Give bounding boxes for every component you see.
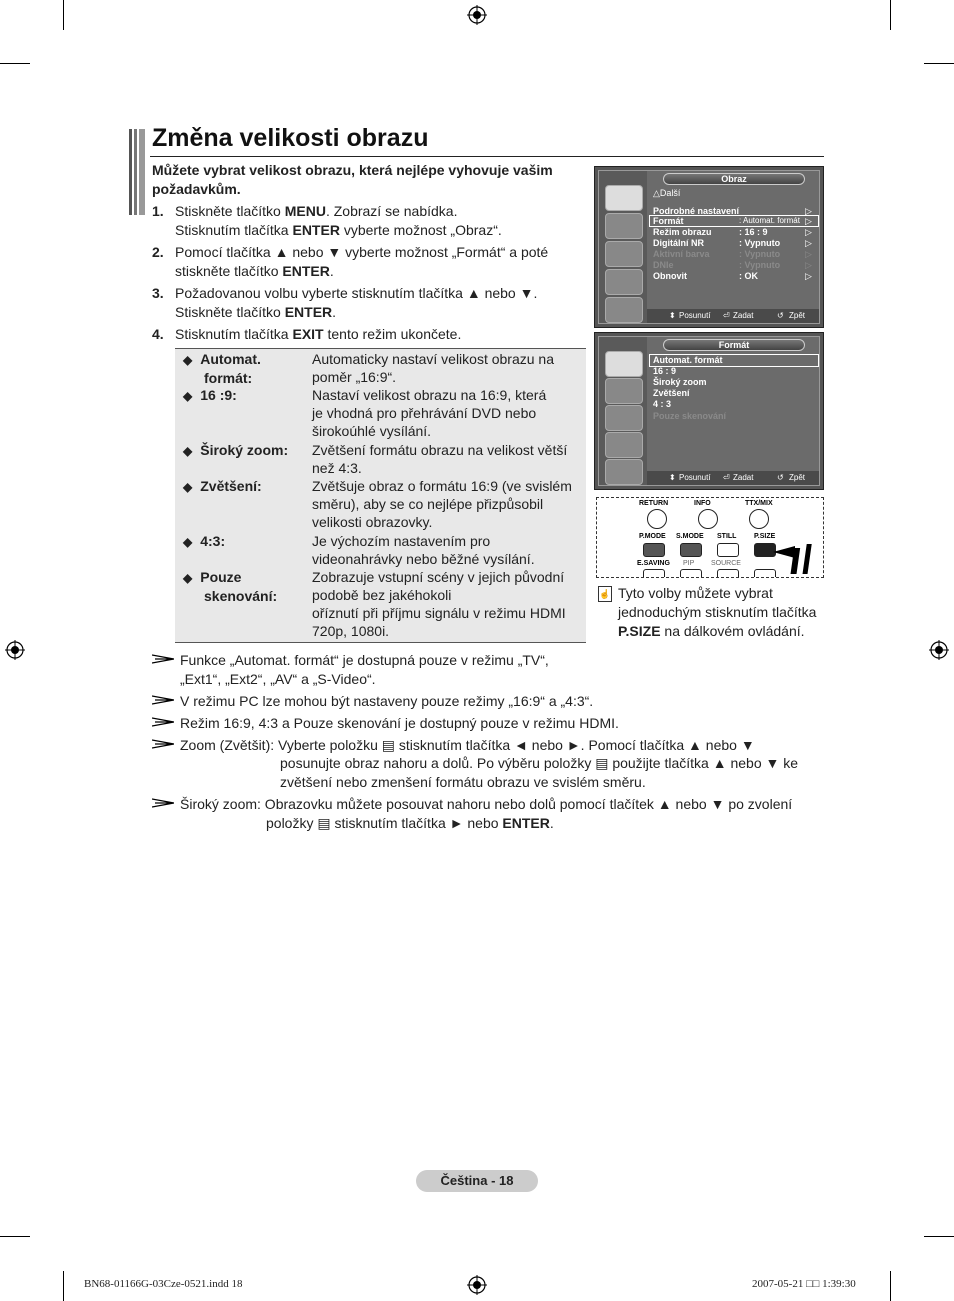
- diamond-bullet-icon: ◆: [183, 444, 193, 458]
- step-item: [152, 325, 582, 344]
- option-key-text: 4:3:: [200, 533, 226, 549]
- arrow-right-icon: ▷: [805, 227, 812, 237]
- row-label: Digitální NR: [653, 238, 704, 248]
- option-desc-line: je vhodná pro přehrávání DVD nebo: [312, 405, 537, 421]
- tv-menu-row[interactable]: [653, 271, 812, 281]
- still-button[interactable]: [717, 543, 739, 557]
- step-item: [152, 284, 582, 322]
- tv-menu-option[interactable]: 4 : 3: [653, 399, 672, 409]
- pointer-arrow-icon: [773, 542, 821, 576]
- note-line-part: položky ▤ stisknutím tlačítka ► nebo: [266, 815, 503, 831]
- row-label: Formát: [653, 216, 684, 226]
- tv-menu-option[interactable]: 16 : 9: [653, 366, 677, 376]
- pmode-button[interactable]: [643, 543, 665, 557]
- step-number: 3.: [152, 285, 164, 301]
- option-desc-line: Zvětšuje obraz o formátu 16:9 (ve svislém: [312, 478, 572, 494]
- tv-menu-option: Pouze skenování: [653, 411, 727, 421]
- tv-menu-screen: [598, 170, 820, 324]
- arrow-right-icon: ▷: [805, 249, 812, 259]
- row-value: : Automat. formát: [739, 216, 800, 225]
- sound-icon[interactable]: [605, 213, 643, 239]
- row-value: : 16 : 9: [739, 227, 768, 237]
- esaving-button[interactable]: [643, 569, 665, 578]
- picture-icon[interactable]: [605, 351, 643, 377]
- tv-menu-screen: [598, 336, 820, 486]
- option-desc-line: podobě bez jakéhokoli: [312, 587, 452, 603]
- diamond-bullet-icon: ◆: [183, 571, 193, 585]
- diamond-bullet-icon: ◆: [183, 535, 193, 549]
- note-line-part: .: [549, 815, 554, 831]
- crop-mark: [0, 1236, 30, 1237]
- input-icon[interactable]: [605, 459, 643, 485]
- step-text: Stisknutím tlačítka: [175, 326, 293, 342]
- option-desc-line: poměr „16:9“.: [312, 369, 397, 385]
- registration-mark-icon: [467, 5, 487, 25]
- footer-enter-label: Zadat: [733, 473, 754, 482]
- note-arrow-icon: [152, 797, 174, 809]
- option-key-text: Široký zoom:: [200, 442, 289, 458]
- row-value: : OK: [739, 271, 758, 281]
- footer-back-label: Zpět: [789, 473, 806, 482]
- title-divider: [150, 156, 824, 157]
- step-number: 1.: [152, 203, 164, 219]
- note-line: „Ext1“, „Ext2“, „AV“ a „S-Video“.: [180, 671, 376, 687]
- step-key: EXIT: [292, 326, 324, 342]
- option-key: [183, 350, 303, 387]
- option-key-text: Pouze: [200, 569, 242, 585]
- row-label: Podrobné nastavení: [653, 206, 740, 216]
- note-arrow-icon: [152, 716, 174, 728]
- diamond-bullet-icon: ◆: [183, 480, 193, 494]
- remote-control: [596, 497, 824, 578]
- source-button[interactable]: [717, 569, 739, 578]
- arrow-right-icon: ▷: [805, 238, 812, 248]
- option-key-text: Automat.: [200, 351, 261, 367]
- step-text: Pomocí tlačítka ▲ nebo ▼ vyberte možnost „Formát“ a poté: [175, 244, 549, 260]
- tv-menu-header: Obraz: [663, 173, 805, 185]
- note-key: ENTER: [502, 815, 550, 831]
- option-desc-line: než 4:3.: [312, 460, 362, 476]
- crop-mark: [63, 1271, 64, 1301]
- option-desc-line: směru), aby se co nejlépe přizpůsobil: [312, 496, 544, 512]
- remote-label-psize: P.SIZE: [754, 533, 776, 540]
- option-description: [312, 441, 582, 477]
- pip-button[interactable]: [680, 569, 702, 578]
- row-value: : Vypnuto: [739, 249, 781, 259]
- intro-text: Můžete vybrat velikost obrazu, která nejlépe vyhovuje vašim požadavkům.: [152, 162, 553, 197]
- step-text: tento režim ukončete.: [323, 326, 462, 342]
- note-line: Funkce „Automat. formát“ je dostupná pouze v režimu „TV“,: [180, 652, 549, 668]
- note-line: zvětšení nebo zmenšení formátu obrazu ve svislém směru.: [280, 774, 646, 790]
- note-line: [266, 814, 554, 833]
- option-key-text: Zvětšení:: [200, 478, 262, 494]
- step-item: [152, 202, 582, 240]
- registration-mark-icon: [5, 640, 25, 660]
- option-description: [312, 477, 582, 531]
- note-line: Široký zoom: Obrazovku můžete posouvat nahoru nebo dolů pomocí tlačítek ▲ nebo ▼ po zvolení: [180, 796, 793, 812]
- row-value: : Vypnuto: [739, 260, 781, 270]
- note-item: [152, 795, 824, 835]
- note-item: [152, 651, 824, 691]
- updown-icon: ⬍: [669, 473, 676, 482]
- registration-mark-icon: [467, 1275, 487, 1295]
- step-number: 4.: [152, 326, 164, 342]
- tv-menu-option[interactable]: Zvětšení: [653, 388, 690, 398]
- footer-back-label: Zpět: [789, 311, 806, 320]
- option-desc-line: Nastaví velikost obrazu na 16:9, která: [312, 387, 547, 403]
- step-text: .: [332, 304, 337, 320]
- crop-mark: [63, 0, 64, 30]
- row-label: DNIe: [653, 260, 674, 270]
- step-text: stiskněte tlačítko: [175, 263, 283, 279]
- option-key-text: skenování:: [204, 588, 278, 604]
- remote-button[interactable]: [754, 569, 776, 578]
- note-line: Zoom (Zvětšit): Vyberte položku ▤ stisknutím tlačítka ◄ nebo ►. Pomocí tlačítka ▲ nebo ▼: [180, 737, 755, 753]
- step-text: Stisknutím tlačítka: [175, 222, 293, 238]
- return-icon: ↺: [777, 473, 784, 482]
- remote-label-ttx: TTX/MIX: [745, 500, 773, 507]
- remote-label-esaving: E.SAVING: [637, 560, 670, 567]
- page-title: Změna velikosti obrazu: [152, 124, 429, 152]
- return-icon: ↺: [777, 311, 784, 320]
- row-value: : Vypnuto: [739, 238, 781, 248]
- steps-list: [152, 202, 582, 347]
- note-item: [152, 692, 824, 712]
- channel-icon[interactable]: [605, 241, 643, 267]
- input-icon[interactable]: [605, 297, 643, 323]
- ttx-mix-button[interactable]: [749, 509, 769, 529]
- option-key: [183, 477, 303, 496]
- footer-enter-label: Zadat: [733, 311, 754, 320]
- smode-button[interactable]: [680, 543, 702, 557]
- note-key: P.SIZE: [618, 623, 661, 639]
- option-desc-line: Automaticky nastaví velikost obrazu na: [312, 351, 555, 367]
- option-key-text: 16 :9:: [200, 387, 237, 403]
- note-arrow-icon: [152, 653, 174, 665]
- footer-move-label: Posunutí: [679, 311, 711, 320]
- diamond-bullet-icon: ◆: [183, 353, 193, 367]
- row-label: Obnovit: [653, 271, 687, 281]
- option-key-text: formát:: [204, 370, 253, 386]
- step-key: ENTER: [282, 263, 330, 279]
- row-label: Režim obrazu: [653, 227, 712, 237]
- page-number-badge: Čeština - 18: [416, 1170, 538, 1192]
- step-key: MENU: [284, 203, 326, 219]
- remote-label-still: STILL: [717, 533, 737, 540]
- option-desc-line: oříznutí při příjmu signálu v režimu HDMI: [312, 605, 566, 621]
- tv-menu-row[interactable]: [653, 238, 812, 248]
- remote-label-smode: S.MODE: [676, 533, 704, 540]
- hand-note-icon: ☝: [598, 586, 612, 602]
- tv-menu-option[interactable]: Široký zoom: [653, 377, 707, 387]
- updown-icon: ⬍: [669, 311, 676, 320]
- step-text: . Zobrazí se nabídka.: [325, 203, 458, 219]
- setup-icon[interactable]: [605, 269, 643, 295]
- note-arrow-icon: [152, 694, 174, 706]
- step-text: vyberte možnost „Obraz“.: [339, 222, 502, 238]
- option-desc-line: velikosti obrazovky.: [312, 514, 433, 530]
- option-desc-line: širokoúhlé vysílání.: [312, 423, 432, 439]
- note-arrow-icon: [152, 738, 174, 750]
- option-desc-line: videonahrávky nebo běžné vysílání.: [312, 551, 535, 567]
- picture-icon[interactable]: [605, 185, 643, 211]
- remote-note: [598, 584, 824, 641]
- format-options-table: [175, 348, 586, 643]
- crop-mark: [0, 63, 30, 64]
- arrow-right-icon: ▷: [805, 206, 812, 216]
- tv-menu-sidebar: [599, 337, 647, 485]
- channel-icon[interactable]: [605, 405, 643, 431]
- note-line: V režimu PC lze mohou být nastaveny pouze režimy „16:9“ a „4:3“.: [180, 693, 594, 709]
- step-key: ENTER: [292, 222, 340, 238]
- enter-icon: ⏎: [723, 473, 730, 482]
- step-key: ENTER: [284, 304, 333, 320]
- option-description: [312, 350, 582, 386]
- diamond-bullet-icon: ◆: [183, 389, 193, 403]
- option-desc-line: 720p, 1080i.: [312, 623, 390, 639]
- tv-menu-sidebar: [599, 171, 647, 323]
- step-number: 2.: [152, 244, 164, 260]
- imprint-file: BN68-01166G-03Cze-0521.indd 18: [84, 1278, 243, 1290]
- tv-menu-row: [653, 249, 812, 259]
- tv-menu-row: [653, 260, 812, 270]
- note-item: [152, 714, 824, 734]
- footer-move-label: Posunutí: [679, 473, 711, 482]
- option-description: [312, 386, 582, 440]
- enter-icon: ⏎: [723, 311, 730, 320]
- remote-label-return: RETURN: [639, 500, 669, 507]
- info-button[interactable]: [698, 509, 718, 529]
- title-decoration-bar: [129, 129, 145, 215]
- option-description: [312, 568, 582, 640]
- note-line: posunujte obraz nahoru a dolů. Po výběru položky ▤ použijte tlačítka ▲ nebo ▼ ke: [280, 755, 799, 771]
- note-text-part: Tyto volby můžete vybrat jednoduchým stisknutím tlačítka: [618, 585, 817, 620]
- remote-label-pip: PIP: [683, 560, 695, 567]
- tv-menu-row[interactable]: [653, 227, 812, 237]
- tv-menu-more[interactable]: △Další: [653, 188, 681, 198]
- remote-label-source: SOURCE: [711, 560, 741, 567]
- step-text: Stiskněte tlačítko: [175, 304, 285, 320]
- tv-menu-format: [594, 332, 824, 490]
- option-desc-line: Je výchozím nastavením pro: [312, 533, 491, 549]
- tv-menu-row[interactable]: [653, 216, 812, 226]
- option-description: [312, 532, 582, 568]
- return-button[interactable]: [647, 509, 667, 529]
- note-line: Režim 16:9, 4:3 a Pouze skenování je dostupný pouze v režimu HDMI.: [180, 715, 619, 731]
- tv-menu-footer: [647, 471, 819, 485]
- tv-menu-option[interactable]: Automat. formát: [653, 355, 723, 365]
- step-text: Stiskněte tlačítko: [175, 203, 285, 219]
- tv-menu-picture: [594, 166, 824, 328]
- step-text: Požadovanou volbu vyberte stisknutím tlačítka ▲ nebo ▼.: [175, 285, 538, 301]
- sound-icon[interactable]: [605, 378, 643, 404]
- option-key: [183, 441, 303, 460]
- option-desc-line: Zobrazuje vstupní scény v jejich původní: [312, 569, 565, 585]
- imprint-date: 2007-05-21 □□ 1:39:30: [752, 1278, 856, 1290]
- arrow-right-icon: ▷: [805, 271, 812, 281]
- note-item: [152, 736, 824, 794]
- remote-label-pmode: P.MODE: [639, 533, 666, 540]
- crop-mark: [890, 0, 891, 30]
- row-label: Aktivní barva: [653, 249, 710, 259]
- step-item: [152, 243, 582, 281]
- tv-menu-header: Formát: [663, 339, 805, 351]
- remote-label-info: INFO: [694, 500, 711, 507]
- option-desc-line: Zvětšení formátu obrazu na velikost větší: [312, 442, 568, 458]
- crop-mark: [924, 63, 954, 64]
- note-text: [618, 584, 824, 641]
- crop-mark: [924, 1236, 954, 1237]
- option-key: [183, 386, 303, 405]
- arrow-right-icon: ▷: [805, 216, 812, 226]
- arrow-right-icon: ▷: [805, 260, 812, 270]
- setup-icon[interactable]: [605, 432, 643, 458]
- crop-mark: [890, 1271, 891, 1301]
- tv-menu-footer: [647, 309, 819, 323]
- option-key: [183, 568, 303, 605]
- option-key: [183, 532, 303, 551]
- step-text: .: [329, 263, 334, 279]
- registration-mark-icon: [929, 640, 949, 660]
- note-text-part: na dálkovém ovládání.: [660, 623, 805, 639]
